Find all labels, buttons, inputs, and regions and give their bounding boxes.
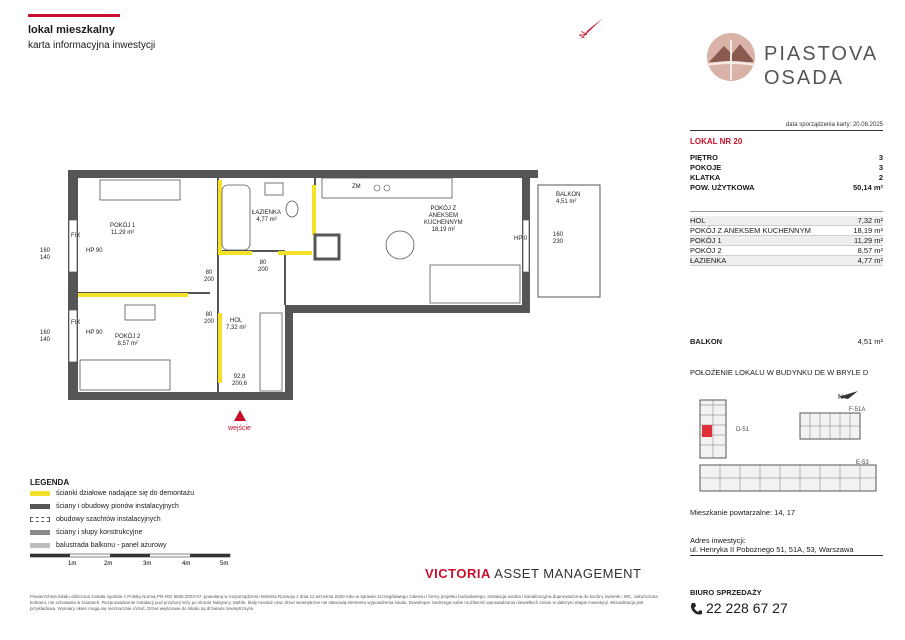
dim-value: 160 bbox=[40, 248, 51, 254]
label-pokoj-z-aneksem bbox=[424, 206, 463, 234]
legend-item bbox=[30, 529, 142, 536]
legend-swatch bbox=[30, 504, 50, 509]
dim-value: 200 bbox=[204, 319, 215, 325]
room-name: POKÓJ Z bbox=[430, 206, 457, 212]
prop-row-area bbox=[690, 183, 883, 192]
door-dim bbox=[258, 260, 268, 274]
prop-value: 50,14 m² bbox=[852, 183, 883, 192]
prop-label: POW. UŻYTKOWA bbox=[690, 183, 755, 192]
legend-label: ściany i obudowy pionów instalacyjnych bbox=[56, 503, 179, 510]
prop-label: POKOJE bbox=[690, 163, 722, 172]
legend-swatch bbox=[30, 517, 50, 522]
dim-value: 80 bbox=[205, 312, 213, 318]
room-row bbox=[690, 246, 883, 256]
room-name: POKÓJ 1 bbox=[110, 223, 136, 229]
window-dim bbox=[40, 330, 50, 344]
room-value: 11,29 m² bbox=[853, 236, 883, 245]
minimap-label: D-51 bbox=[736, 427, 750, 433]
page-subtitle: karta informacyjna inwestycji bbox=[28, 40, 156, 51]
page-title: lokal mieszkalny bbox=[28, 24, 115, 36]
north-label: N bbox=[577, 29, 590, 41]
dim-value: 140 bbox=[40, 255, 51, 261]
room-area: 18,19 m² bbox=[431, 227, 456, 233]
address-label: Adres inwestycji: bbox=[690, 536, 746, 545]
scale-tick: 5m bbox=[220, 561, 229, 567]
minimap-north: N bbox=[838, 394, 844, 401]
room-label: ŁAZIENKA bbox=[690, 256, 727, 265]
address-underline bbox=[690, 555, 883, 556]
minimap-label: F-51A bbox=[849, 407, 866, 413]
prop-row-staircase bbox=[690, 173, 883, 182]
dim-value: 230 bbox=[553, 239, 564, 245]
room-area: 8,57 m² bbox=[117, 341, 138, 347]
room-name: HOL bbox=[230, 318, 243, 324]
dim-value: 140 bbox=[40, 337, 51, 343]
label-pokoj2 bbox=[115, 334, 140, 348]
balcony-row bbox=[690, 337, 883, 346]
sales-office-label: BIURO SPRZEDAŻY bbox=[690, 588, 762, 597]
room-row bbox=[690, 226, 883, 236]
dim-value: 80 bbox=[259, 260, 267, 266]
dim-value: 92,8 bbox=[233, 374, 246, 380]
dim-value: 160 bbox=[553, 232, 564, 238]
unit-number: LOKAL NR 20 bbox=[690, 137, 743, 146]
fix-label: FIX bbox=[71, 233, 81, 239]
minimap-label: E-53 bbox=[856, 460, 869, 466]
prop-label: KLATKA bbox=[690, 173, 721, 182]
legend-label: ścianki działowe nadające się do demontażu bbox=[56, 490, 195, 497]
room-name: KUCHENNYM bbox=[424, 220, 463, 226]
header-accent-rule bbox=[28, 14, 120, 17]
fix-label: FIX bbox=[71, 320, 81, 326]
prop-row-floor bbox=[690, 153, 883, 162]
floor-plan bbox=[60, 165, 620, 435]
balcony-label: BALKON bbox=[690, 337, 723, 346]
repeat-units: Mieszkanie powtarzalne: 14, 17 bbox=[690, 508, 796, 517]
balcony-door-dim bbox=[553, 232, 563, 246]
brand-rest: ASSET MANAGEMENT bbox=[490, 566, 642, 581]
scale-tick: 4m bbox=[182, 561, 191, 567]
zm-label: ZM bbox=[352, 184, 361, 190]
room-value: 4,77 m² bbox=[857, 256, 883, 265]
room-label: POKÓJ Z ANEKSEM KUCHENNYM bbox=[690, 226, 811, 235]
prop-value: 3 bbox=[878, 163, 883, 172]
north-arrow-icon bbox=[576, 14, 606, 44]
building-location-map bbox=[690, 385, 883, 498]
legend-label: ściany i słupy konstrukcyjne bbox=[56, 529, 143, 536]
legend-title: LEGENDA bbox=[30, 478, 70, 487]
room-area: 7,32 m² bbox=[226, 325, 247, 331]
logo-line-1: PIASTOVA bbox=[764, 43, 879, 65]
legend-label: balustrada balkonu - panel ażurowy bbox=[56, 542, 167, 549]
scale-tick: 2m bbox=[104, 561, 113, 567]
hp-label: HP 0 bbox=[514, 236, 528, 242]
room-area: 4,77 m² bbox=[256, 217, 277, 223]
legend-label: obudowy szachtów instalacyjnych bbox=[56, 516, 161, 523]
room-row bbox=[690, 256, 883, 266]
legend-swatch bbox=[30, 543, 50, 548]
prop-label: PIĘTRO bbox=[690, 153, 718, 162]
prop-value: 2 bbox=[878, 173, 883, 182]
room-value: 18,19 m² bbox=[853, 226, 883, 235]
scale-tick: 1m bbox=[68, 561, 77, 567]
card-date: data sporządzenia karty: 20.08.2025 bbox=[785, 122, 883, 128]
room-name: ŁAZIENKA bbox=[252, 210, 282, 216]
door-dim bbox=[204, 312, 214, 326]
label-lazienka bbox=[252, 210, 281, 224]
room-label: POKÓJ 1 bbox=[690, 236, 722, 245]
hp-label: HP 90 bbox=[86, 248, 103, 254]
prop-value: 3 bbox=[878, 153, 883, 162]
entrance-label: wejście bbox=[228, 425, 251, 432]
hp-label: HP 90 bbox=[86, 330, 103, 336]
legend-swatch bbox=[30, 491, 50, 496]
card-divider bbox=[690, 130, 883, 131]
room-label: HOL bbox=[690, 216, 706, 225]
room-area: 4,51 m² bbox=[556, 199, 577, 205]
phone-icon bbox=[690, 602, 702, 616]
piastova-logo-icon bbox=[706, 32, 756, 82]
balcony-value: 4,51 m² bbox=[857, 337, 883, 346]
scale-tick: 3m bbox=[143, 561, 152, 567]
legend-item bbox=[30, 516, 161, 523]
scale-bar bbox=[30, 552, 240, 568]
room-value: 8,57 m² bbox=[857, 246, 883, 255]
dim-value: 200,6 bbox=[232, 381, 248, 387]
address-value: ul. Henryka II Pobożnego 51, 51A, 53, Warszawa bbox=[690, 545, 854, 554]
footer-disclaimer: Powierzchnia lokalu obliczona została zgodnie z Polską Normą PN-ISO 9836:2022-07, powołaną w rozporządzeniu Ministra Rozwoju z dnia 11 września 2020 roku w sprawie szczegółowego zakresu i formy projektu budowlanego. Instalacja wodna i kanalizacyjna doprowadzona do kuchni, łazienki i WC, zakończona korkami, nie schowana w ścianach. Rozprowadzenie instalacji pod przybory leży po stronie Nabywcy. Meble, biały montaż oraz drzwi wewnętrzne nie stanowią elementu wyposażenia lokalu. Deweloper zastrzega sobie możliwość wprowadzania niewielkich zmian w dalszym etapie inwestycji. Wizualizacja jest przykładowa. Wymiary okien mogą się nieznacznie różnić. Drzwi wejściowe do lokalu są drzwiami zewnętrznymi. bbox=[30, 594, 658, 611]
logo-line-2: OSADA bbox=[764, 67, 845, 89]
rooms-divider bbox=[690, 211, 883, 212]
room-value: 7,32 m² bbox=[857, 216, 883, 225]
dim-value: 80 bbox=[205, 270, 213, 276]
room-row bbox=[690, 216, 883, 226]
room-name: BALKON bbox=[556, 192, 581, 198]
legend-swatch bbox=[30, 530, 50, 535]
legend-item bbox=[30, 490, 194, 497]
legend-item bbox=[30, 542, 167, 549]
location-label: POŁOŻENIE LOKALU W BUDYNKU DE W BRYLE D bbox=[690, 368, 869, 377]
window-dim bbox=[40, 248, 50, 262]
room-area: 11,29 m² bbox=[111, 230, 135, 236]
label-pokoj1 bbox=[110, 223, 135, 237]
room-row bbox=[690, 236, 883, 246]
door-dim bbox=[204, 270, 214, 284]
prop-row-rooms bbox=[690, 163, 883, 172]
door-dim bbox=[232, 374, 247, 388]
dim-value: 200 bbox=[204, 277, 215, 283]
label-balkon bbox=[556, 192, 580, 206]
legend-item bbox=[30, 503, 179, 510]
dim-value: 200 bbox=[258, 267, 269, 273]
room-label: POKÓJ 2 bbox=[690, 246, 722, 255]
label-hol bbox=[226, 318, 246, 332]
room-name: POKÓJ 2 bbox=[115, 334, 141, 340]
logo-wordmark bbox=[764, 42, 878, 90]
brand-strong: VICTORIA bbox=[425, 566, 491, 581]
dim-value: 160 bbox=[40, 330, 51, 336]
developer-brand bbox=[425, 566, 641, 581]
room-name: ANEKSEM bbox=[428, 213, 458, 219]
phone-number[interactable]: 22 228 67 27 bbox=[706, 600, 788, 616]
